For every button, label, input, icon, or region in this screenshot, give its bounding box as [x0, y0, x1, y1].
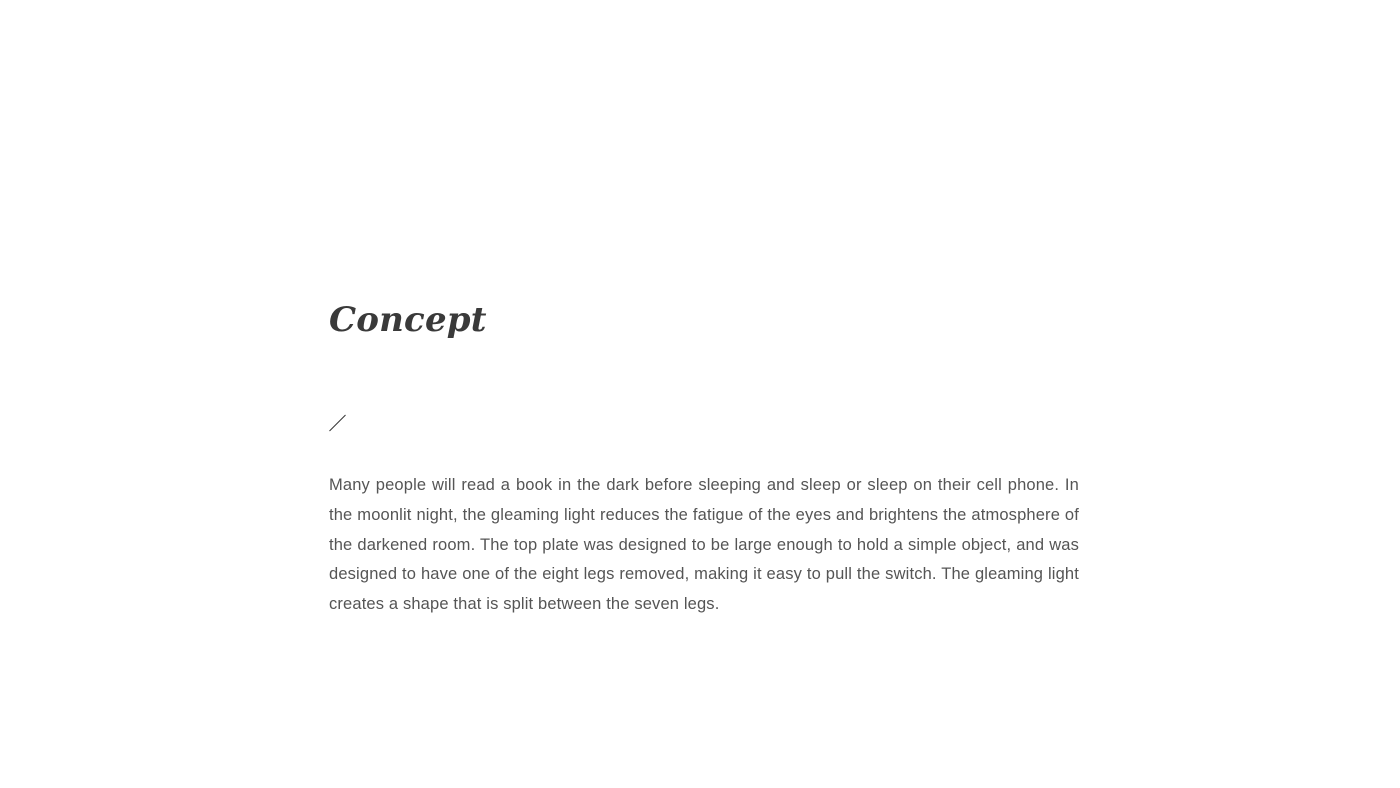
- section-title: Concept: [329, 300, 487, 340]
- concept-section: [329, 296, 1079, 614]
- concept-description: Many people will read a book in the dark before sleeping and sleep or sleep on their cell phone. In the moonlit night, the gleaming light reduces the fatigue of the eyes and brightens the atmosphere of the darkened room. The top plate was designed to be large enough to hold a simple object, and was designed to have one of the eight legs removed, making it easy to pull the switch. The gleaming light creates a shape that is split between the seven legs.: [329, 476, 1079, 614]
- slash-divider-icon: [329, 414, 347, 432]
